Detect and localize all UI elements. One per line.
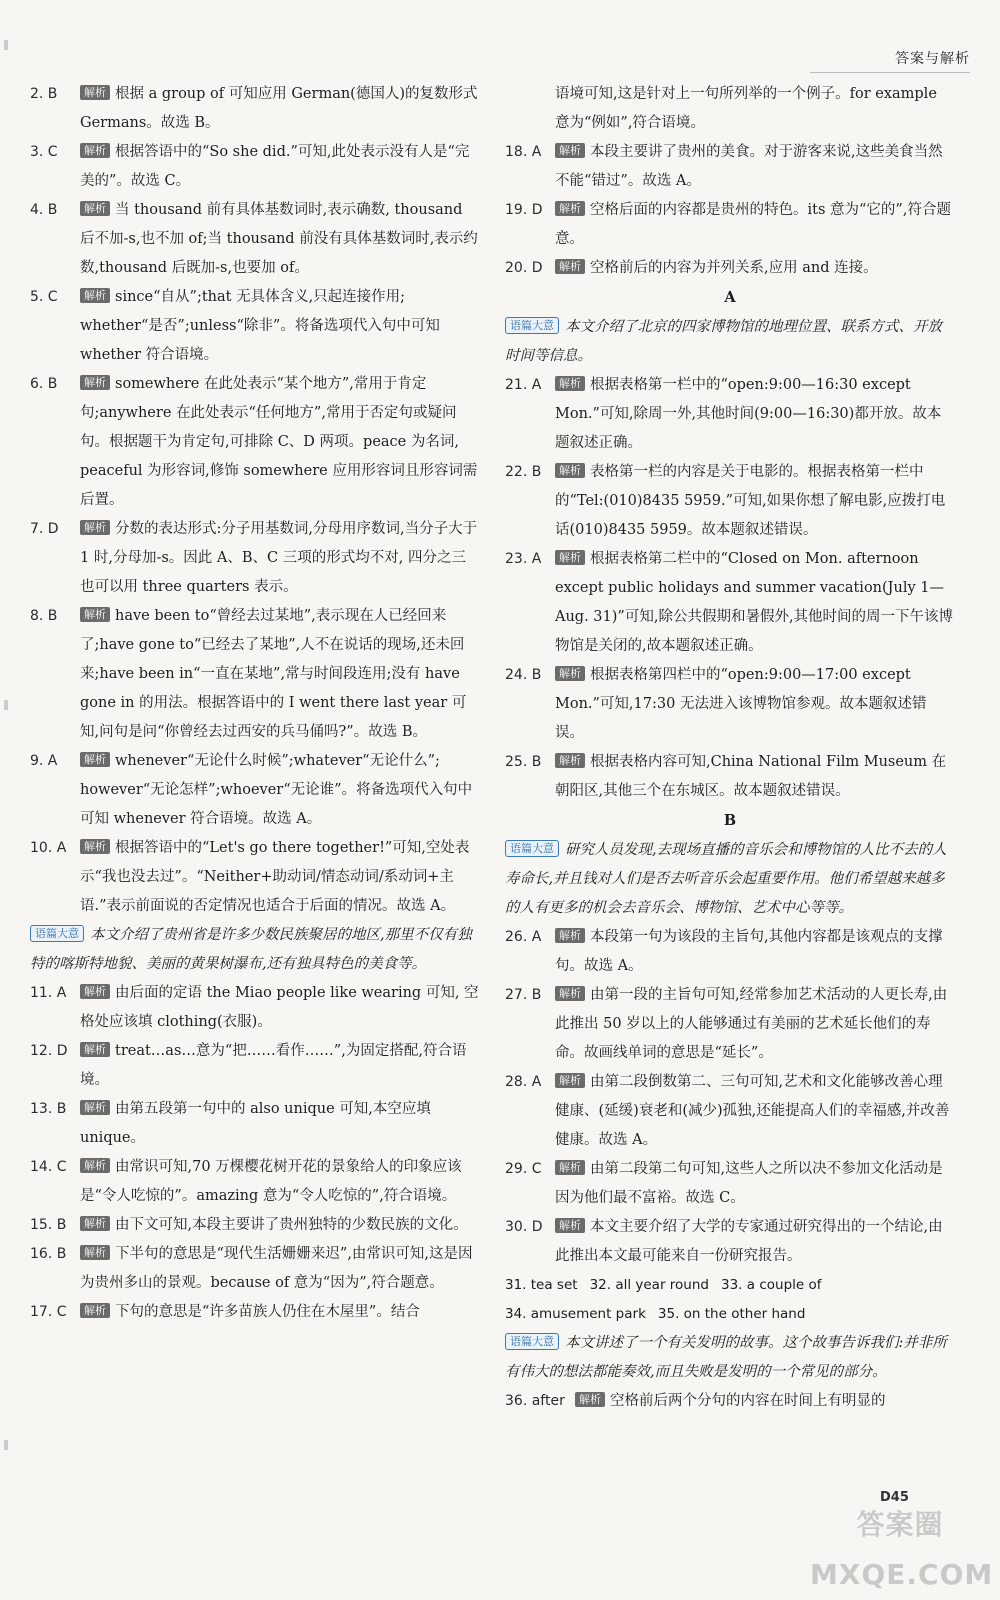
summary-text: 本文讲述了一个有关发明的故事。这个故事告诉我们:并非所有伟大的想法都能奏效,而且失败是发明的一个常见的部分。: [505, 1335, 947, 1380]
answer-text: 由第五段第一句中的 also unique 可知,本空应填 unique。: [80, 1101, 431, 1146]
watermark-logo: 答案圈 MXQE.COM: [810, 1508, 994, 1591]
answer-text: 根据 a group of 可知应用 German(德国人)的复数形式 Germans。故选 B。: [80, 86, 478, 131]
section-heading-b: B: [723, 812, 737, 829]
answer-number: 22. B: [505, 464, 542, 480]
answer-item: [30, 1037, 480, 1095]
answer-item: [30, 979, 480, 1037]
answer-item: [30, 196, 480, 283]
answer-number: 11. A: [30, 985, 67, 1001]
answer-item: [30, 1211, 480, 1240]
answer-text: treat…as…意为“把……看作……”,为固定搭配,符合语境。: [80, 1043, 467, 1088]
answer-number: 20. D: [505, 260, 543, 276]
answer-number: 26. A: [505, 929, 542, 945]
analysis-tag: 解析: [555, 666, 585, 681]
answer-number: 36. after: [505, 1393, 565, 1409]
answer-item: [505, 254, 955, 283]
answer-item: [505, 923, 955, 981]
answer-item: [30, 138, 480, 196]
analysis-tag: 解析: [555, 376, 585, 391]
answer-number: 29. C: [505, 1161, 542, 1177]
right-column: [505, 80, 955, 1416]
analysis-tag: 解析: [555, 259, 585, 274]
fill-answer: 34. amusement park: [505, 1306, 646, 1322]
analysis-tag: 解析: [80, 375, 110, 390]
answer-text: 分数的表达形式:分子用基数词,分母用序数词,当分子大于 1 时,分母加-s。因此 A、B、C 三项的形式均不对, 四分之三也可以用 three quarters 表示。: [80, 521, 478, 595]
answer-text: 空格前后两个分句的内容在时间上有明显的: [610, 1393, 886, 1409]
answer-text: have been to“曾经去过某地”,表示现在人已经回来了;have gone to“已经去了某地”,人不在说话的现场,还未回来;have been in“一直在某地”,常与时间段连用;没有 have gone in 的用法。根据答语中的 I went there last year 可知,问句是问“你曾经去过西安的兵马俑吗?”。故选 B。: [80, 608, 467, 740]
answer-number: 12. D: [30, 1043, 68, 1059]
answer-number: 25. B: [505, 754, 542, 770]
analysis-tag: 解析: [80, 1100, 110, 1115]
page-header: 答案与解析: [810, 48, 970, 73]
answer-text: 由第二段第二句可知,这些人之所以决不参加文化活动是因为他们最不富裕。故选 C。: [555, 1161, 943, 1206]
analysis-tag: 解析: [80, 520, 110, 535]
answer-text: whenever“无论什么时候”;whatever“无论什么”; however“无论怎样”;whoever“无论谁”。将备选项代入句中可知 whenever 符合语境。故选 A。: [80, 753, 473, 827]
margin-mark: [4, 40, 8, 50]
answer-number: 19. D: [505, 202, 543, 218]
answer-item: [505, 1068, 955, 1155]
answer-text: 本段第一句为该段的主旨句,其他内容都是该观点的支撑句。故选 A。: [555, 929, 943, 974]
answer-text: 下句的意思是“许多苗族人仍住在木屋里”。结合: [115, 1304, 420, 1320]
answer-number: 16. B: [30, 1246, 67, 1262]
fill-answer: 33. a couple of: [721, 1277, 822, 1293]
answer-item: [30, 370, 480, 515]
answer-item: [505, 1213, 955, 1271]
analysis-tag: 解析: [80, 1042, 110, 1057]
answer-item: [30, 283, 480, 370]
analysis-tag: 解析: [80, 1158, 110, 1173]
answer-number: 3. C: [30, 144, 58, 160]
summary-tag: 语篇大意: [505, 840, 559, 857]
answer-number: 18. A: [505, 144, 542, 160]
summary-text: 本文介绍了北京的四家博物馆的地理位置、联系方式、开放时间等信息。: [505, 319, 942, 364]
section-heading-a: A: [724, 289, 736, 306]
answer-item: [505, 661, 955, 748]
summary-text: 本文介绍了贵州省是许多少数民族聚居的地区,那里不仅有独特的喀斯特地貌、美丽的黄果树瀑布,还有独具特色的美食等。: [30, 927, 472, 972]
answer-number: 6. B: [30, 376, 58, 392]
summary-block: [505, 313, 955, 371]
answer-item: [505, 545, 955, 661]
answer-number: 10. A: [30, 840, 67, 856]
answer-item: [505, 1387, 955, 1416]
analysis-tag: 解析: [80, 607, 110, 622]
answer-text: 根据表格第四栏中的“open:9:00—17:00 except Mon.”可知,17:30 无法进入该博物馆参观。故本题叙述错误。: [555, 667, 927, 741]
answer-item: [30, 1298, 480, 1327]
answer-item: [505, 138, 955, 196]
answer-number: 23. A: [505, 551, 542, 567]
answer-number: 8. B: [30, 608, 58, 624]
answer-item: [30, 515, 480, 602]
answer-number: 7. D: [30, 521, 59, 537]
answer-text: 空格后面的内容都是贵州的特色。its 意为“它的”,符合题意。: [555, 202, 951, 247]
answer-text: 由第二段倒数第二、三句可知,艺术和文化能够改善心理健康、(延缓)衰老和(减少)孤独,还能提高人们的幸福感,并改善健康。故选 A。: [555, 1074, 950, 1148]
answer-text: 下半句的意思是“现代生活姗姗来迟”,由常识可知,这是因为贵州多山的景观。because of 意为“因为”,符合题意。: [80, 1246, 473, 1291]
answer-number: 4. B: [30, 202, 58, 218]
answer-item: [30, 834, 480, 921]
analysis-tag: 解析: [80, 752, 110, 767]
answer-number: 21. A: [505, 377, 542, 393]
summary-block: [30, 921, 480, 979]
analysis-tag: 解析: [80, 1245, 110, 1260]
answer-item: [505, 371, 955, 458]
answer-text: 当 thousand 前有具体基数词时,表示确数, thousand 后不加-s,也不加 of;当 thousand 前没有具体基数词时,表示约数,thousand 后既加-s,也要加 of。: [80, 202, 478, 276]
fill-answer: 31. tea set: [505, 1277, 578, 1293]
answer-number: 13. B: [30, 1101, 67, 1117]
answer-number: 9. A: [30, 753, 58, 769]
page-number: D45: [880, 1490, 909, 1505]
analysis-tag: 解析: [555, 1160, 585, 1175]
summary-block: [505, 836, 955, 923]
fill-answer: 32. all year round: [589, 1277, 709, 1293]
answer-number: 17. C: [30, 1304, 67, 1320]
answer-number: 27. B: [505, 987, 542, 1003]
answer-item: [505, 458, 955, 545]
analysis-tag: 解析: [555, 1218, 585, 1233]
answer-text: 根据表格第一栏中的“open:9:00—16:30 except Mon.”可知,除周一外,其他时间(9:00—16:30)都开放。故本题叙述正确。: [555, 377, 942, 451]
margin-mark: [4, 700, 8, 710]
margin-mark: [4, 1440, 8, 1450]
answer-text: 根据答语中的“Let's go there together!”可知,空处表示“我也没去过”。“Neither+助动词/情态动词/系动词+主语.”表示前面说的否定情况也适合于后面的情况。故选 A。: [80, 840, 470, 914]
analysis-tag: 解析: [80, 984, 110, 999]
analysis-tag: 解析: [555, 1073, 585, 1088]
answer-number: 15. B: [30, 1217, 67, 1233]
answer-text: 根据答语中的“So she did.”可知,此处表示没有人是“完美的”。故选 C。: [80, 144, 470, 189]
analysis-tag: 解析: [80, 288, 110, 303]
answer-text: 由第一段的主旨句可知,经常参加艺术活动的人更长寿,由此推出 50 岁以上的人能够通过有美丽的艺术延长他们的寿命。故画线单词的意思是“延长”。: [555, 987, 948, 1061]
analysis-tag: 解析: [80, 839, 110, 854]
answer-number: 5. C: [30, 289, 58, 305]
answer-number: 14. C: [30, 1159, 67, 1175]
answer-item: [30, 1095, 480, 1153]
answer-text: 本文主要介绍了大学的专家通过研究得出的一个结论,由此推出本文最可能来自一份研究报告。: [555, 1219, 943, 1264]
summary-block: [505, 1329, 955, 1387]
answer-text: 根据表格第二栏中的“Closed on Mon. afternoon except public holidays and summer vacation(July 1—Aug. 31)”可知,除公共假期和暑假外,其他时间的周一下午该博物馆是关闭的,故本题叙述正确。: [555, 551, 954, 654]
answer-text: 由常识可知,70 万棵樱花树开花的景象给人的印象应该是“令人吃惊的”。amazing 意为“令人吃惊的”,符合语境。: [80, 1159, 462, 1204]
summary-text: 研究人员发现,去现场直播的音乐会和博物馆的人比不去的人寿命长,并且钱对人们是否去听音乐会起重要作用。他们希望越来越多的人有更多的机会去音乐会、博物馆、艺术中心等等。: [505, 842, 947, 916]
analysis-tag: 解析: [555, 753, 585, 768]
answer-number: 30. D: [505, 1219, 543, 1235]
analysis-tag: 解析: [555, 463, 585, 478]
answer-number: 24. B: [505, 667, 542, 683]
answer-number: 2. B: [30, 86, 58, 102]
fill-answers-row: [505, 1271, 955, 1300]
answer-text: 由后面的定语 the Miao people like wearing 可知, 空格处应该填 clothing(衣服)。: [80, 985, 479, 1030]
answer-text: 根据表格内容可知,China National Film Museum 在朝阳区,其他三个在东城区。故本题叙述错误。: [555, 754, 947, 799]
answer-item: [505, 196, 955, 254]
answer-text: somewhere 在此处表示“某个地方”,常用于肯定句;anywhere 在此处表示“任何地方”,常用于否定句或疑问句。根据题干为肯定句,可排除 C、D 两项。peace 为名词, peaceful 为形容词,修饰 somewhere 应用形容词且形容词需后置。: [80, 376, 478, 508]
analysis-tag: 解析: [555, 550, 585, 565]
answer-number: 28. A: [505, 1074, 542, 1090]
analysis-tag: 解析: [575, 1392, 605, 1407]
analysis-tag: 解析: [80, 1303, 110, 1318]
answer-item: [30, 747, 480, 834]
answer-text: 空格前后的内容为并列关系,应用 and 连接。: [590, 260, 878, 276]
summary-tag: 语篇大意: [505, 1333, 559, 1350]
answer-text: 本段主要讲了贵州的美食。对于游客来说,这些美食当然不能“错过”。故选 A。: [555, 144, 943, 189]
analysis-tag: 解析: [555, 928, 585, 943]
analysis-tag: 解析: [555, 986, 585, 1001]
analysis-tag: 解析: [555, 201, 585, 216]
answer-item: [505, 1155, 955, 1213]
answer-item: [30, 80, 480, 138]
answer-item: [30, 602, 480, 747]
answer-text: 表格第一栏的内容是关于电影的。根据表格第一栏中的“Tel:(010)8435 5959.”可知,如果你想了解电影,应拨打电话(010)8435 5959。故本题叙述错误。: [555, 464, 946, 538]
analysis-tag: 解析: [80, 201, 110, 216]
answer-item: [505, 748, 955, 806]
answer-item: [30, 1153, 480, 1211]
analysis-tag: 解析: [80, 143, 110, 158]
analysis-tag: 解析: [555, 143, 585, 158]
answer-item: [30, 1240, 480, 1298]
continued-text: 语境可知,这是针对上一句所列举的一个例子。for example 意为“例如”,符合语境。: [555, 86, 937, 131]
summary-tag: 语篇大意: [505, 317, 559, 334]
answer-text: since“自从”;that 无具体含义,只起连接作用; whether“是否”;unless“除非”。将备选项代入句中可知 whether 符合语境。: [80, 289, 440, 363]
answer-item: [505, 981, 955, 1068]
fill-answers-row: [505, 1300, 955, 1329]
answer-text: 由下文可知,本段主要讲了贵州独特的少数民族的文化。: [115, 1217, 468, 1233]
left-column: [30, 80, 480, 1327]
analysis-tag: 解析: [80, 85, 110, 100]
summary-tag: 语篇大意: [30, 925, 84, 942]
fill-answer: 35. on the other hand: [657, 1306, 806, 1322]
analysis-tag: 解析: [80, 1216, 110, 1231]
